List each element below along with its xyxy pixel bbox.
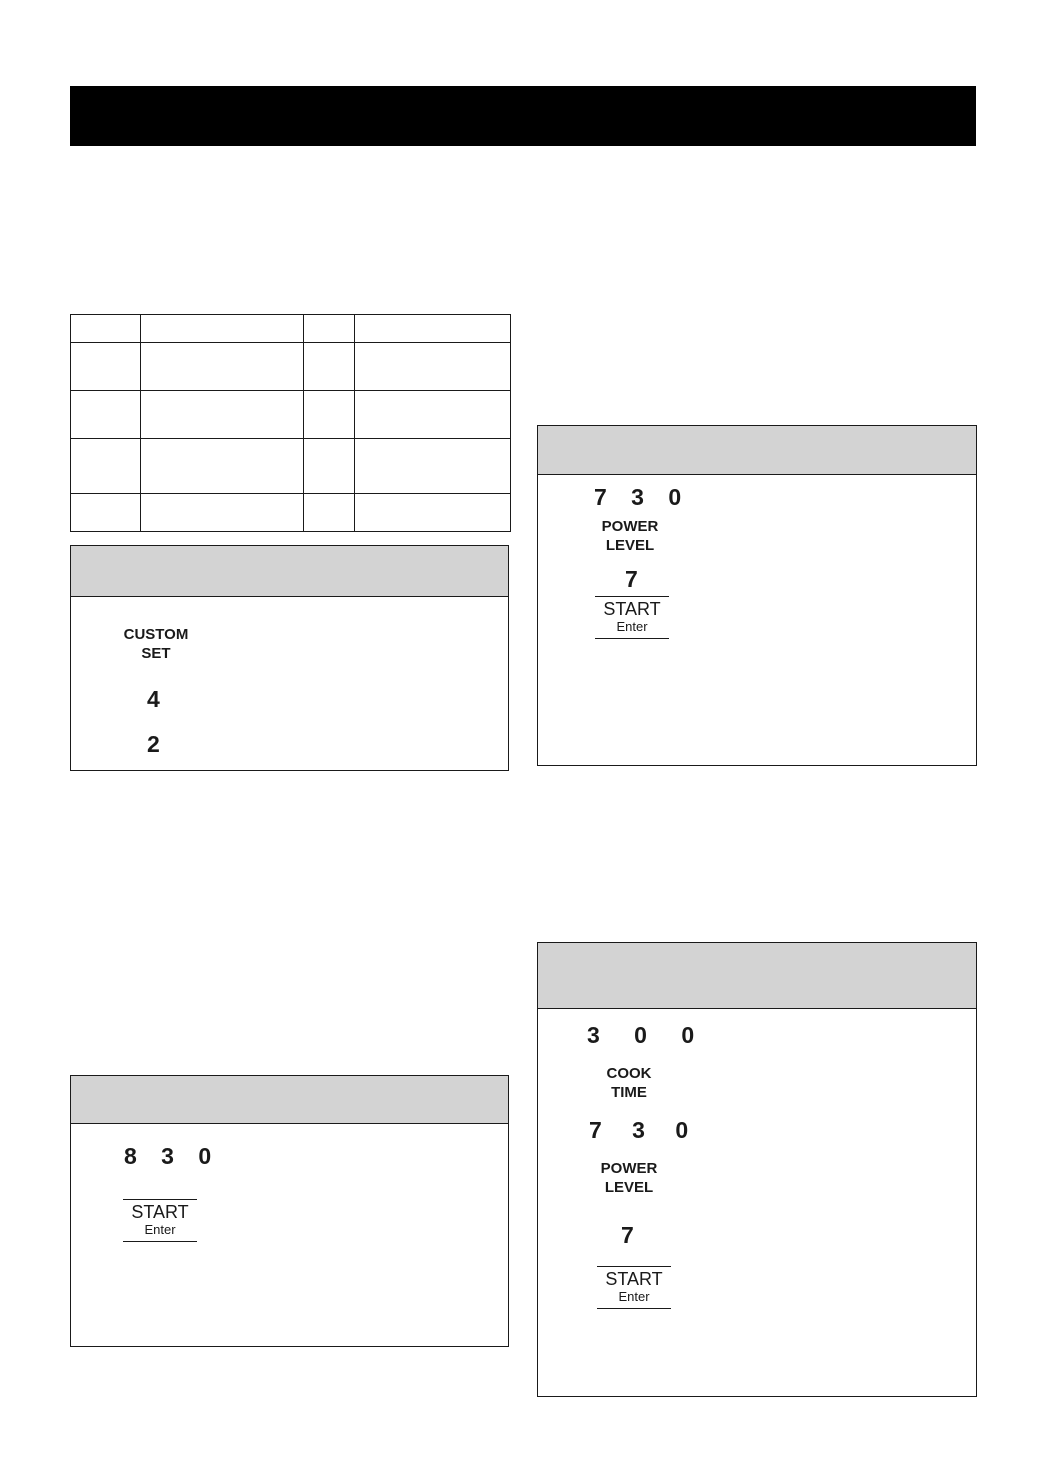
number-keys-300[interactable]: 3 0 0 (587, 1022, 709, 1048)
power-level-panel (537, 425, 977, 766)
section-title-bar (70, 86, 976, 146)
table-row (71, 315, 511, 343)
power-level-button[interactable]: POWER LEVEL (600, 1160, 658, 1196)
number-keys-730[interactable]: 7 3 0 (594, 484, 691, 510)
number-key-7[interactable]: 7 (625, 566, 638, 592)
table-row (71, 439, 511, 494)
custom-set-panel (70, 545, 509, 771)
panel-header (71, 1076, 508, 1124)
cook-time-button[interactable]: COOK TIME (606, 1065, 652, 1101)
start-enter-button[interactable] (595, 596, 669, 639)
start-label: START (131, 1202, 189, 1222)
number-keys-830[interactable]: 8 3 0 (124, 1143, 221, 1169)
clock-panel (70, 1075, 509, 1347)
table-row (71, 343, 511, 391)
cook-time-panel (537, 942, 977, 1397)
enter-label: Enter (616, 619, 648, 634)
start-label: START (603, 599, 661, 619)
start-enter-button[interactable] (123, 1199, 197, 1242)
enter-label: Enter (144, 1222, 176, 1237)
panel-header (538, 943, 976, 1009)
number-key-4[interactable]: 4 (147, 686, 160, 712)
start-label: START (605, 1269, 663, 1289)
number-key-2[interactable]: 2 (147, 731, 160, 757)
settings-table (70, 314, 511, 532)
custom-set-button[interactable]: CUSTOM SET (123, 626, 189, 662)
table-row (71, 391, 511, 439)
power-level-button[interactable]: POWER LEVEL (601, 518, 659, 554)
number-keys-730[interactable]: 7 3 0 (589, 1117, 701, 1143)
panel-header (538, 426, 976, 475)
panel-header (71, 546, 508, 597)
number-key-7[interactable]: 7 (621, 1222, 634, 1248)
table-row (71, 494, 511, 532)
start-enter-button[interactable] (597, 1266, 671, 1309)
enter-label: Enter (618, 1289, 650, 1304)
